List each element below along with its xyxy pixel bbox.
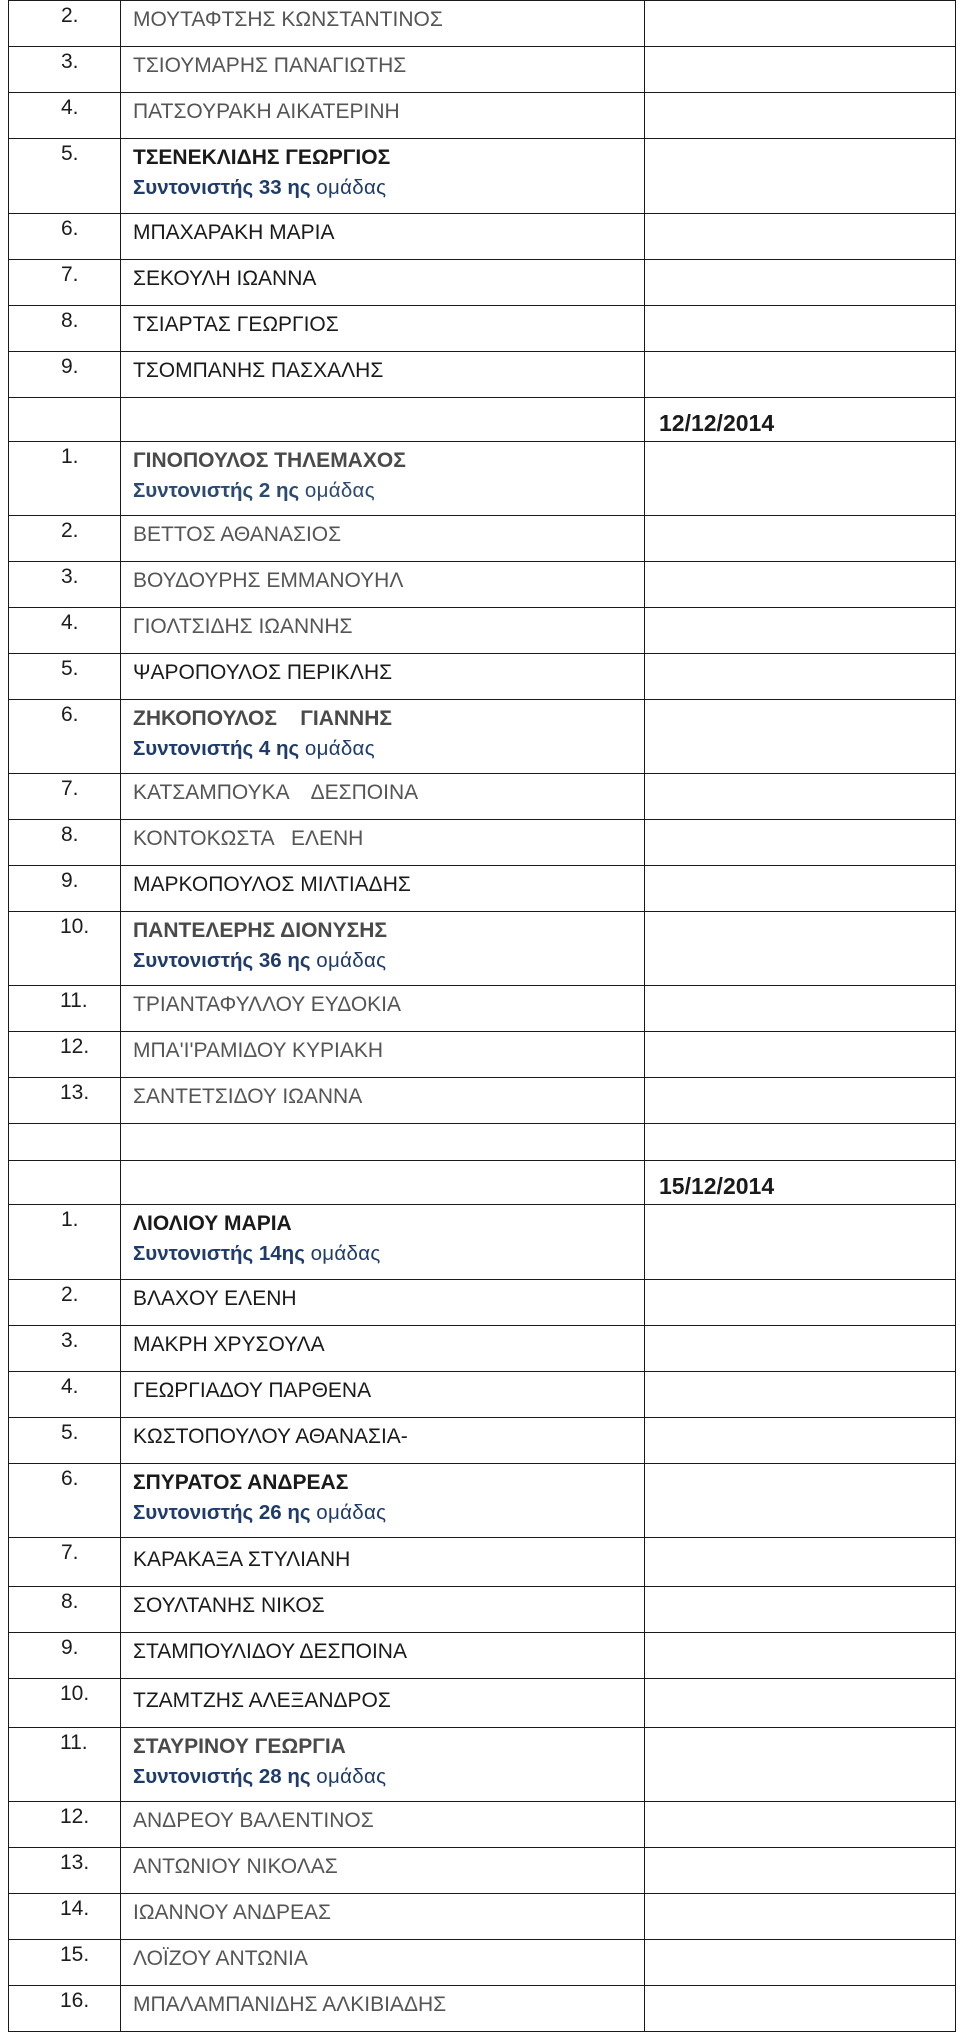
empty-cell xyxy=(121,398,645,442)
empty-cell xyxy=(121,1124,645,1161)
member-name: ΣΟΥΛΤΑΝΗΣ ΝΙΚΟΣ xyxy=(121,1587,645,1633)
member-name: ΤΣΟΜΠΑΝΗΣ ΠΑΣΧΑΛΗΣ xyxy=(121,352,645,398)
row-number: 5. xyxy=(9,1418,121,1464)
row-number: 12. xyxy=(9,1032,121,1078)
member-name: ΒΟΥΔΟΥΡΗΣ ΕΜΜΑΝΟΥΗΛ xyxy=(121,562,645,608)
table-row xyxy=(9,700,956,774)
coordinator-prefix: Συντονιστής 26 ης xyxy=(133,1501,311,1524)
table-row xyxy=(9,608,956,654)
date-cell xyxy=(645,608,956,654)
empty-cell xyxy=(9,1161,121,1205)
table-row xyxy=(9,139,956,214)
table-row xyxy=(9,1986,956,2032)
date-cell xyxy=(645,352,956,398)
row-number: 8. xyxy=(9,306,121,352)
member-name: ΚΟΝΤΟΚΩΣΤΑ ΕΛΕΝΗ xyxy=(121,820,645,866)
date-cell xyxy=(645,260,956,306)
coordinator-suffix: ομάδας xyxy=(310,1242,381,1265)
member-name: ΣΑΝΤΕΤΣΙΔΟΥ ΙΩΑΝΝΑ xyxy=(121,1078,645,1124)
row-number: 1. xyxy=(9,1205,121,1280)
date-cell xyxy=(645,986,956,1032)
table-row xyxy=(9,47,956,93)
member-name: ΠΑΤΣΟΥΡΑΚΗ ΑΙΚΑΤΕΡΙΝΗ xyxy=(121,93,645,139)
date-row xyxy=(9,1161,956,1205)
member-cell xyxy=(121,912,645,986)
member-name: ΜΠΑΧΑΡΑΚΗ ΜΑΡΙΑ xyxy=(121,214,645,260)
table-row xyxy=(9,654,956,700)
date-cell xyxy=(645,820,956,866)
date-cell xyxy=(645,912,956,986)
date-cell xyxy=(645,654,956,700)
date-cell xyxy=(645,139,956,214)
member-name: ΓΕΩΡΓΙΑΔΟΥ ΠΑΡΘΕΝΑ xyxy=(121,1372,645,1418)
date-cell xyxy=(645,1538,956,1587)
row-number: 1. xyxy=(9,442,121,516)
member-name: ΜΑΚΡΗ ΧΡΥΣΟΥΛΑ xyxy=(121,1326,645,1372)
empty-cell xyxy=(121,1161,645,1205)
table-row xyxy=(9,1894,956,1940)
member-name: ΜΠΑΛΑΜΠΑΝΙΔΗΣ ΑΛΚΙΒΙΑΔΗΣ xyxy=(121,1986,645,2032)
empty-cell xyxy=(9,398,121,442)
coordinator-label xyxy=(133,178,644,199)
date-cell xyxy=(645,1802,956,1848)
date-cell xyxy=(645,866,956,912)
row-number: 9. xyxy=(9,1633,121,1679)
row-number: 10. xyxy=(9,912,121,986)
table-row xyxy=(9,516,956,562)
member-name: ΣΤΑΥΡΙΝΟΥ ΓΕΩΡΓΙΑ xyxy=(133,1735,346,1758)
member-cell xyxy=(121,139,645,214)
row-number: 16. xyxy=(9,1986,121,2032)
date-row xyxy=(9,398,956,442)
row-number: 6. xyxy=(9,214,121,260)
date-cell xyxy=(645,700,956,774)
date-cell xyxy=(645,1078,956,1124)
member-cell xyxy=(121,1205,645,1280)
member-name: ΜΑΡΚΟΠΟΥΛΟΣ ΜΙΛΤΙΑΔΗΣ xyxy=(121,866,645,912)
table-row xyxy=(9,442,956,516)
member-cell xyxy=(121,442,645,516)
member-name: ΓΙΟΛΤΣΙΔΗΣ ΙΩΑΝΝΗΣ xyxy=(121,608,645,654)
row-number: 7. xyxy=(9,1538,121,1587)
table-row xyxy=(9,214,956,260)
coordinator-label xyxy=(133,1767,644,1788)
coordinator-prefix: Συντονιστής 2 ης xyxy=(133,479,300,502)
table-row xyxy=(9,1802,956,1848)
row-number: 9. xyxy=(9,352,121,398)
row-number: 3. xyxy=(9,1326,121,1372)
member-name: ΑΝΔΡΕΟΥ ΒΑΛΕΝΤΙΝΟΣ xyxy=(121,1802,645,1848)
table-row xyxy=(9,986,956,1032)
date-cell xyxy=(645,93,956,139)
row-number: 7. xyxy=(9,774,121,820)
coordinator-label xyxy=(133,951,644,972)
date-cell xyxy=(645,1728,956,1802)
member-cell xyxy=(121,1464,645,1538)
coordinator-prefix: Συντονιστής 33 ης xyxy=(133,176,311,199)
coordinator-label xyxy=(133,739,644,760)
row-number: 15. xyxy=(9,1940,121,1986)
date-cell xyxy=(645,1032,956,1078)
empty-row xyxy=(9,1124,956,1161)
table-row xyxy=(9,866,956,912)
table-row xyxy=(9,1032,956,1078)
date-cell xyxy=(645,1986,956,2032)
coordinator-suffix: ομάδας xyxy=(304,737,375,760)
row-number: 8. xyxy=(9,820,121,866)
member-name: ΖΗΚΟΠΟΥΛΟΣ ΓΙΑΝΝΗΣ xyxy=(133,707,392,730)
coordinator-label xyxy=(133,1244,644,1265)
member-cell xyxy=(121,1728,645,1802)
member-name: ΙΩΑΝΝΟΥ ΑΝΔΡΕΑΣ xyxy=(121,1894,645,1940)
date-cell xyxy=(645,1848,956,1894)
date-cell xyxy=(645,1280,956,1326)
date-cell xyxy=(645,1464,956,1538)
table-row xyxy=(9,820,956,866)
table-row xyxy=(9,1633,956,1679)
table-row xyxy=(9,774,956,820)
coordinator-label xyxy=(133,1503,644,1524)
date-cell xyxy=(645,1587,956,1633)
member-name: ΤΖΑΜΤΖΗΣ ΑΛΕΞΑΝΔΡΟΣ xyxy=(121,1679,645,1728)
row-number: 6. xyxy=(9,700,121,774)
member-name: ΜΠΑ'Ι'ΡΑΜΙΔΟΥ ΚΥΡΙΑΚΗ xyxy=(121,1032,645,1078)
row-number: 2. xyxy=(9,516,121,562)
table-row xyxy=(9,1418,956,1464)
member-name: ΚΑΡΑΚΑΞΑ ΣΤΥΛΙΑΝΗ xyxy=(121,1538,645,1587)
row-number: 12. xyxy=(9,1802,121,1848)
member-name: ΨΑΡΟΠΟΥΛΟΣ ΠΕΡΙΚΛΗΣ xyxy=(121,654,645,700)
member-name: ΤΣΙΑΡΤΑΣ ΓΕΩΡΓΙΟΣ xyxy=(121,306,645,352)
table-row xyxy=(9,306,956,352)
coordinator-label xyxy=(133,481,644,502)
row-number: 11. xyxy=(9,986,121,1032)
coordinator-suffix: ομάδας xyxy=(304,479,375,502)
row-number: 11. xyxy=(9,1728,121,1802)
member-name: ΛΟΪΖΟΥ ΑΝΤΩΝΙΑ xyxy=(121,1940,645,1986)
row-number: 5. xyxy=(9,654,121,700)
row-number: 3. xyxy=(9,562,121,608)
row-number: 4. xyxy=(9,93,121,139)
date-cell xyxy=(645,1633,956,1679)
table-row xyxy=(9,1078,956,1124)
member-cell xyxy=(121,700,645,774)
coordinator-suffix: ομάδας xyxy=(316,1765,387,1788)
table-row xyxy=(9,1372,956,1418)
date-cell xyxy=(645,1326,956,1372)
row-number: 10. xyxy=(9,1679,121,1728)
member-name: ΣΠΥΡΑΤΟΣ ΑΝΔΡΕΑΣ xyxy=(133,1471,349,1494)
table-row xyxy=(9,1464,956,1538)
row-number: 4. xyxy=(9,608,121,654)
coordinator-prefix: Συντονιστής 28 ης xyxy=(133,1765,311,1788)
member-name: ΣΕΚΟΥΛΗ ΙΩΑΝΝΑ xyxy=(121,260,645,306)
coordinator-suffix: ομάδας xyxy=(316,176,387,199)
member-name: ΜΟΥΤΑΦΤΣΗΣ ΚΩΝΣΤΑΝΤΙΝΟΣ xyxy=(121,1,645,47)
table-row xyxy=(9,1587,956,1633)
row-number: 3. xyxy=(9,47,121,93)
date-cell xyxy=(645,516,956,562)
member-name: ΤΣΙΟΥΜΑΡΗΣ ΠΑΝΑΓΙΩΤΗΣ xyxy=(121,47,645,93)
member-name: ΓΙΝΟΠΟΥΛΟΣ ΤΗΛΕΜΑΧΟΣ xyxy=(133,449,406,472)
date-cell xyxy=(645,1894,956,1940)
member-name: ΠΑΝΤΕΛΕΡΗΣ ΔΙΟΝΥΣΗΣ xyxy=(133,919,387,942)
date-cell xyxy=(645,306,956,352)
table-row xyxy=(9,93,956,139)
table-row xyxy=(9,1848,956,1894)
member-name: ΚΑΤΣΑΜΠΟΥΚΑ ΔΕΣΠΟΙΝΑ xyxy=(121,774,645,820)
member-name: ΑΝΤΩΝΙΟΥ ΝΙΚΟΛΑΣ xyxy=(121,1848,645,1894)
table-row xyxy=(9,1326,956,1372)
coordinator-prefix: Συντονιστής 14ης xyxy=(133,1242,305,1265)
table-row xyxy=(9,352,956,398)
session-date: 15/12/2014 xyxy=(645,1161,956,1205)
empty-cell xyxy=(9,1124,121,1161)
coordinator-prefix: Συντονιστής 4 ης xyxy=(133,737,300,760)
row-number: 6. xyxy=(9,1464,121,1538)
date-cell xyxy=(645,1,956,47)
table-row xyxy=(9,1205,956,1280)
date-cell xyxy=(645,1418,956,1464)
coordinator-prefix: Συντονιστής 36 ης xyxy=(133,949,311,972)
date-cell xyxy=(645,774,956,820)
member-name: ΒΕΤΤΟΣ ΑΘΑΝΑΣΙΟΣ xyxy=(121,516,645,562)
row-number: 8. xyxy=(9,1587,121,1633)
coordinator-suffix: ομάδας xyxy=(316,1501,387,1524)
date-cell xyxy=(645,562,956,608)
member-name: ΒΛΑΧΟΥ ΕΛΕΝΗ xyxy=(121,1280,645,1326)
row-number: 2. xyxy=(9,1280,121,1326)
table-row xyxy=(9,562,956,608)
table-row xyxy=(9,1538,956,1587)
table-row xyxy=(9,260,956,306)
date-cell xyxy=(645,1679,956,1728)
session-date: 12/12/2014 xyxy=(645,398,956,442)
table-row xyxy=(9,1,956,47)
row-number: 9. xyxy=(9,866,121,912)
row-number: 13. xyxy=(9,1078,121,1124)
member-name: ΛΙΟΛΙΟΥ ΜΑΡΙΑ xyxy=(133,1212,292,1235)
row-number: 14. xyxy=(9,1894,121,1940)
date-cell xyxy=(645,214,956,260)
table-row xyxy=(9,1940,956,1986)
row-number: 5. xyxy=(9,139,121,214)
date-cell xyxy=(645,442,956,516)
member-name: ΤΡΙΑΝΤΑΦΥΛΛΟΥ ΕΥΔΟΚΙΑ xyxy=(121,986,645,1032)
row-number: 4. xyxy=(9,1372,121,1418)
date-cell xyxy=(645,1205,956,1280)
member-name: ΣΤΑΜΠΟΥΛΙΔΟΥ ΔΕΣΠΟΙΝΑ xyxy=(121,1633,645,1679)
roster-table xyxy=(8,0,956,2032)
row-number: 13. xyxy=(9,1848,121,1894)
date-cell xyxy=(645,1940,956,1986)
row-number: 2. xyxy=(9,1,121,47)
table-row xyxy=(9,1728,956,1802)
table-row xyxy=(9,1679,956,1728)
table-row xyxy=(9,1280,956,1326)
empty-cell xyxy=(645,1124,956,1161)
coordinator-suffix: ομάδας xyxy=(316,949,387,972)
date-cell xyxy=(645,47,956,93)
member-name: ΚΩΣΤΟΠΟΥΛΟΥ ΑΘΑΝΑΣΙΑ- xyxy=(121,1418,645,1464)
table-row xyxy=(9,912,956,986)
date-cell xyxy=(645,1372,956,1418)
member-name: ΤΣΕΝΕΚΛΙΔΗΣ ΓΕΩΡΓΙΟΣ xyxy=(133,146,391,169)
row-number: 7. xyxy=(9,260,121,306)
